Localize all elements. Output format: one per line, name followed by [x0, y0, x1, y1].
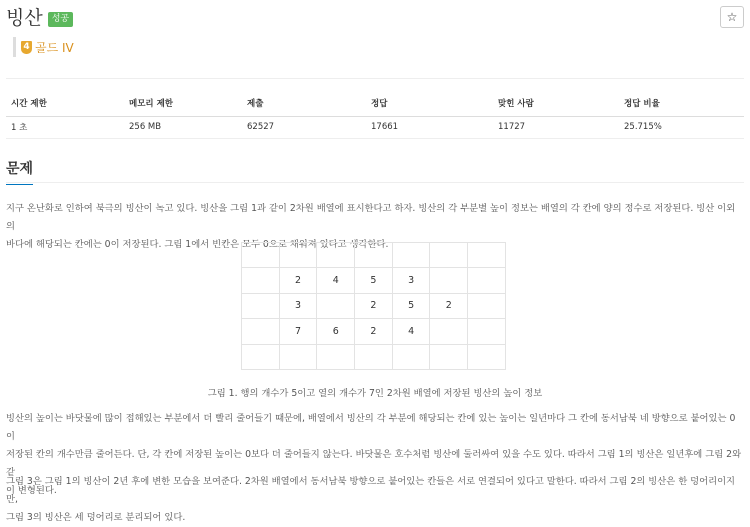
- stats-memory-limit: 256 MB: [124, 116, 242, 138]
- stats-time-limit: 1 초: [6, 116, 124, 138]
- figure-1-grid: [241, 242, 506, 370]
- problem-section-header: [6, 158, 33, 185]
- grid-cell: [242, 268, 280, 293]
- grid-cell: [392, 344, 430, 369]
- grid-cell: 3: [279, 293, 317, 318]
- divider: [6, 78, 744, 79]
- grid-cell: [468, 243, 506, 268]
- grid-cell: [430, 268, 468, 293]
- problem-description-paragraph-3: [6, 473, 744, 527]
- text-line: 지구 온난화로 인하여 북극의 빙산이 녹고 있다. 빙산을 그림 1과 같이 2차원 배열에 표시한다고 하자. 빙산의 각 부분별 높이 정보는 배열의 각 칸에 양의 정수로 저장된다. 빙산 이외의: [6, 203, 736, 232]
- grid-cell: [279, 344, 317, 369]
- grid-cell: [468, 268, 506, 293]
- grid-cell: 2: [430, 293, 468, 318]
- stats-value-row: [6, 116, 744, 138]
- grid-cell: 2: [355, 319, 393, 344]
- grid-cell: [317, 293, 355, 318]
- section-divider: [6, 182, 744, 183]
- stats-header-time-limit: 시간 제한: [6, 90, 124, 116]
- stats-header-memory-limit: 메모리 제한: [124, 90, 242, 116]
- grid-cell: 5: [392, 293, 430, 318]
- grid-cell: [317, 344, 355, 369]
- grid-cell: [468, 344, 506, 369]
- star-icon: ☆: [726, 10, 738, 24]
- status-badge: 성공: [48, 12, 73, 27]
- grid-cell: 6: [317, 319, 355, 344]
- grid-cell: [242, 319, 280, 344]
- grid-cell: 4: [317, 268, 355, 293]
- grid-cell: [468, 319, 506, 344]
- stats-solved-users: 11727: [493, 116, 619, 138]
- grid-cell: [355, 344, 393, 369]
- stats-header-row: [6, 90, 744, 116]
- grid-row: [242, 293, 506, 318]
- grid-cell: [242, 243, 280, 268]
- grid-cell: [430, 243, 468, 268]
- grid-cell: [242, 344, 280, 369]
- gold-tier-icon: 4: [21, 41, 32, 54]
- grid-row: [242, 344, 506, 369]
- grid-cell: [392, 243, 430, 268]
- grid-cell: [242, 293, 280, 318]
- grid-cell: 5: [355, 268, 393, 293]
- grid-cell: 2: [279, 268, 317, 293]
- grid-cell: [355, 243, 393, 268]
- problem-header: [6, 6, 73, 30]
- tier-info[interactable]: [13, 37, 74, 57]
- grid-cell: [430, 344, 468, 369]
- problem-stats-table: [6, 90, 744, 139]
- stats-header-solved-users: 맞힌 사람: [493, 90, 619, 116]
- text-line: 이 변형된다.: [6, 485, 57, 496]
- text-line: 그림 3의 빙산은 세 덩어리로 분리되어 있다.: [6, 512, 186, 523]
- problem-title: 빙산: [6, 7, 43, 29]
- stats-submissions: 62527: [242, 116, 366, 138]
- grid-cell: [430, 319, 468, 344]
- grid-cell: [468, 293, 506, 318]
- grid-cell: [317, 243, 355, 268]
- text-line: 저장된 칸의 개수만큼 줄어든다. 단, 각 칸에 저장된 높이는 0보다 더 줄어들지 않는다. 바닷물은 호수처럼 빙산에 둘러싸여 있을 수도 있다. 따라서 그림 1의 빙산은 일년후에 그림 2와 같: [6, 449, 742, 478]
- grid-cell: 7: [279, 319, 317, 344]
- grid-cell: 3: [392, 268, 430, 293]
- grid-row: [242, 319, 506, 344]
- grid-cell: [279, 243, 317, 268]
- stats-header-accepted: 정답: [366, 90, 493, 116]
- text-line: 그림 3은 그림 1의 빙산이 2년 후에 변한 모습을 보여준다. 2차원 배열에서 동서남북 방향으로 붙어있는 칸들은 서로 연결되어 있다고 말한다. 따라서 그림 2의 빙산은 한 덩어리이지만,: [6, 476, 736, 505]
- section-title: 문제: [6, 158, 33, 185]
- grid-cell: 4: [392, 319, 430, 344]
- stats-accept-ratio: 25.715%: [619, 116, 744, 138]
- grid-row: [242, 243, 506, 268]
- tier-label: 골드 IV: [35, 40, 74, 55]
- text-line: 바다에 해당되는 칸에는 0이 저장된다. 그림 1에서 빈칸은 모두 0으로 채워져 있다고 생각한다.: [6, 239, 389, 250]
- stats-accepted: 17661: [366, 116, 493, 138]
- grid-cell: 2: [355, 293, 393, 318]
- text-line: 빙산의 높이는 바닷물에 많이 접해있는 부분에서 더 빨리 줄어들기 때문에, 배열에서 빙산의 각 부분에 해당되는 칸에 있는 높이는 일년마다 그 칸에 동서남북 네 방향으로 붙어있는 0이: [6, 413, 736, 442]
- stats-header-accept-ratio: 정답 비율: [619, 90, 744, 116]
- grid-row: [242, 268, 506, 293]
- figure-1-caption: 그림 1. 행의 개수가 5이고 열의 개수가 7인 2차원 배열에 저장된 빙산의 높이 정보: [207, 388, 543, 399]
- stats-header-submissions: 제출: [242, 90, 366, 116]
- favorite-star-button[interactable]: [720, 6, 744, 28]
